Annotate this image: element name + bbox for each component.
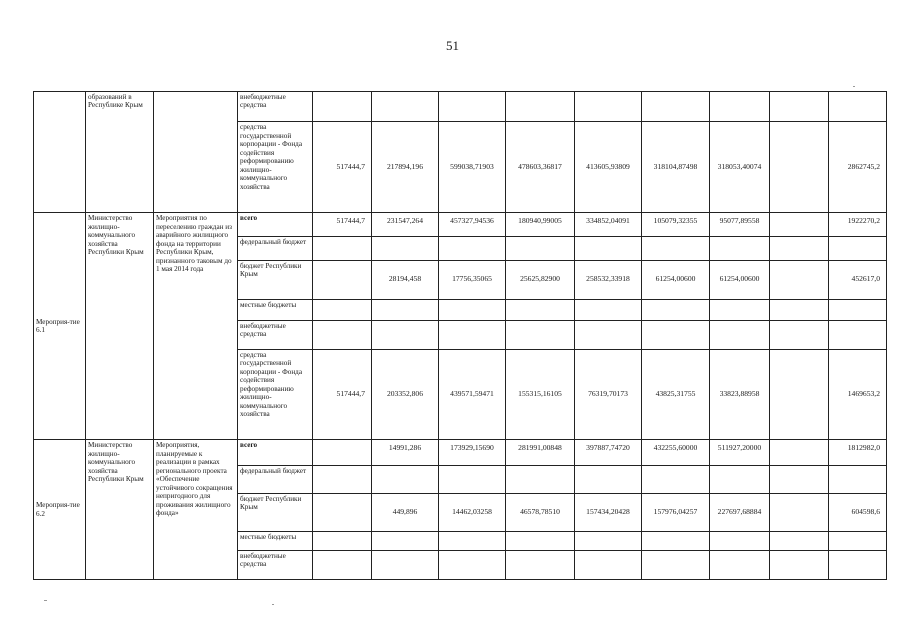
value-cell: 517444,7: [313, 213, 372, 236]
value-cell: 478603,36817: [506, 122, 575, 213]
value-cell: [770, 236, 829, 260]
total-cell: [829, 299, 887, 320]
value-cell: 155315,16105: [506, 350, 575, 440]
value-cell: [642, 236, 710, 260]
value-cell: [642, 531, 710, 550]
table-row: [34, 440, 887, 466]
value-cell: [770, 531, 829, 550]
budget-table: [33, 91, 887, 580]
table-row: [34, 92, 887, 122]
value-cell: [506, 92, 575, 122]
value-cell: [710, 466, 770, 493]
value-cell: 43825,31755: [642, 350, 710, 440]
value-cell: 105079,32355: [642, 213, 710, 236]
value-cell: [439, 550, 506, 579]
total-cell: 452617,0: [829, 260, 887, 299]
value-cell: [575, 236, 642, 260]
value-cell: [313, 531, 372, 550]
funding-source-cell: внебюджетные средства: [238, 92, 313, 122]
total-cell: [829, 550, 887, 579]
value-cell: 217894,196: [372, 122, 439, 213]
total-cell: 1922270,2: [829, 213, 887, 236]
value-cell: 258532,33918: [575, 260, 642, 299]
value-cell: 231547,264: [372, 213, 439, 236]
value-cell: 61254,00600: [710, 260, 770, 299]
value-cell: [313, 236, 372, 260]
value-cell: 517444,7: [313, 122, 372, 213]
value-cell: [770, 350, 829, 440]
value-cell: 203352,806: [372, 350, 439, 440]
value-cell: 318104,87498: [642, 122, 710, 213]
event-cell: Мероприя-тие 6.2: [34, 440, 86, 580]
value-cell: [642, 320, 710, 349]
value-cell: [642, 550, 710, 579]
value-cell: [710, 299, 770, 320]
scan-speck: [272, 604, 274, 605]
value-cell: 25625,82900: [506, 260, 575, 299]
value-cell: 46578,78510: [506, 493, 575, 531]
value-cell: [439, 531, 506, 550]
funding-source-cell: федеральный бюджет: [238, 236, 313, 260]
total-cell: [829, 320, 887, 349]
value-cell: [575, 299, 642, 320]
value-cell: [439, 236, 506, 260]
value-cell: [313, 466, 372, 493]
value-cell: 157434,20428: [575, 493, 642, 531]
value-cell: [575, 320, 642, 349]
value-cell: [575, 550, 642, 579]
value-cell: 61254,00600: [642, 260, 710, 299]
value-cell: [372, 466, 439, 493]
funding-source-cell: местные бюджеты: [238, 299, 313, 320]
event-cell: Мероприя-тие 6.1: [34, 213, 86, 440]
value-cell: [372, 320, 439, 349]
value-cell: 14991,286: [372, 440, 439, 466]
value-cell: [439, 466, 506, 493]
value-cell: 28194,458: [372, 260, 439, 299]
funding-source-cell: внебюджетные средства: [238, 320, 313, 349]
funding-source-cell: федеральный бюджет: [238, 466, 313, 493]
value-cell: [770, 213, 829, 236]
value-cell: [506, 550, 575, 579]
value-cell: [770, 320, 829, 349]
activity-cell: Мероприятия, планируемые к реализации в рамках регионального проекта «Обеспечение устойчивого сокращения непригодного для проживания жилищного фонда»: [154, 440, 238, 580]
activity-cell: Мероприятия по переселению граждан из аварийного жилищного фонда на территории Республики Крым, признанного таковым до 1 мая 2014 года: [154, 213, 238, 440]
value-cell: [642, 466, 710, 493]
value-cell: [313, 320, 372, 349]
value-cell: 95077,89558: [710, 213, 770, 236]
value-cell: 281991,00848: [506, 440, 575, 466]
funding-source-cell: бюджет Республики Крым: [238, 493, 313, 531]
value-cell: 180940,99005: [506, 213, 575, 236]
activity-cell: [154, 92, 238, 213]
value-cell: 449,896: [372, 493, 439, 531]
event-cell: [34, 92, 86, 213]
total-cell: 1812982,0: [829, 440, 887, 466]
value-cell: 76319,70173: [575, 350, 642, 440]
value-cell: 517444,7: [313, 350, 372, 440]
total-cell: 604598,6: [829, 493, 887, 531]
funding-source-cell: средства государственной корпорации - Фонда содействия реформированию жилищно-коммунального хозяйства: [238, 122, 313, 213]
value-cell: [770, 260, 829, 299]
value-cell: [710, 550, 770, 579]
value-cell: [575, 466, 642, 493]
total-cell: [829, 236, 887, 260]
value-cell: 413605,93809: [575, 122, 642, 213]
executor-cell: Министерство жилищно-коммунального хозяйства Республики Крым: [86, 440, 154, 580]
value-cell: 227697,68884: [710, 493, 770, 531]
value-cell: 397887,74720: [575, 440, 642, 466]
value-cell: 432255,60000: [642, 440, 710, 466]
executor-cell: образований в Республике Крым: [86, 92, 154, 213]
value-cell: [313, 299, 372, 320]
value-cell: [710, 531, 770, 550]
value-cell: 157976,04257: [642, 493, 710, 531]
value-cell: [506, 531, 575, 550]
value-cell: [439, 320, 506, 349]
value-cell: [642, 92, 710, 122]
total-cell: 2862745,2: [829, 122, 887, 213]
value-cell: [575, 531, 642, 550]
value-cell: [506, 299, 575, 320]
value-cell: 17756,35065: [439, 260, 506, 299]
funding-source-cell: местные бюджеты: [238, 531, 313, 550]
value-cell: 318053,40074: [710, 122, 770, 213]
value-cell: [313, 550, 372, 579]
funding-source-cell: всего: [238, 213, 313, 236]
value-cell: 439571,59471: [439, 350, 506, 440]
value-cell: 511927,20000: [710, 440, 770, 466]
value-cell: [313, 493, 372, 531]
value-cell: 457327,94536: [439, 213, 506, 236]
value-cell: [439, 299, 506, 320]
funding-source-cell: внебюджетные средства: [238, 550, 313, 579]
value-cell: [372, 531, 439, 550]
value-cell: [770, 550, 829, 579]
value-cell: [770, 122, 829, 213]
value-cell: 173929,15690: [439, 440, 506, 466]
total-cell: [829, 466, 887, 493]
value-cell: [506, 320, 575, 349]
value-cell: 334852,04091: [575, 213, 642, 236]
value-cell: [710, 92, 770, 122]
value-cell: [770, 493, 829, 531]
value-cell: [439, 92, 506, 122]
funding-source-cell: бюджет Республики Крым: [238, 260, 313, 299]
value-cell: [710, 236, 770, 260]
value-cell: [770, 440, 829, 466]
value-cell: [372, 299, 439, 320]
value-cell: [710, 320, 770, 349]
value-cell: [770, 299, 829, 320]
value-cell: [372, 550, 439, 579]
page-number: 51: [446, 38, 459, 53]
total-cell: [829, 92, 887, 122]
funding-source-cell: средства государственной корпорации - Фонда содействия реформированию жилищно-коммунального хозяйства: [238, 350, 313, 440]
scan-speck: [44, 600, 47, 601]
value-cell: [313, 92, 372, 122]
value-cell: [313, 440, 372, 466]
value-cell: 599038,71903: [439, 122, 506, 213]
value-cell: [372, 92, 439, 122]
value-cell: [313, 260, 372, 299]
total-cell: [829, 531, 887, 550]
value-cell: [642, 299, 710, 320]
scan-speck: [853, 86, 855, 87]
value-cell: [770, 466, 829, 493]
executor-cell: Министерство жилищно-коммунального хозяйства Республики Крым: [86, 213, 154, 440]
value-cell: [770, 92, 829, 122]
value-cell: [506, 466, 575, 493]
table-row: [34, 213, 887, 236]
value-cell: [575, 92, 642, 122]
value-cell: 33823,88958: [710, 350, 770, 440]
total-cell: 1469653,2: [829, 350, 887, 440]
value-cell: [506, 236, 575, 260]
value-cell: [372, 236, 439, 260]
value-cell: 14462,03258: [439, 493, 506, 531]
funding-source-cell: всего: [238, 440, 313, 466]
